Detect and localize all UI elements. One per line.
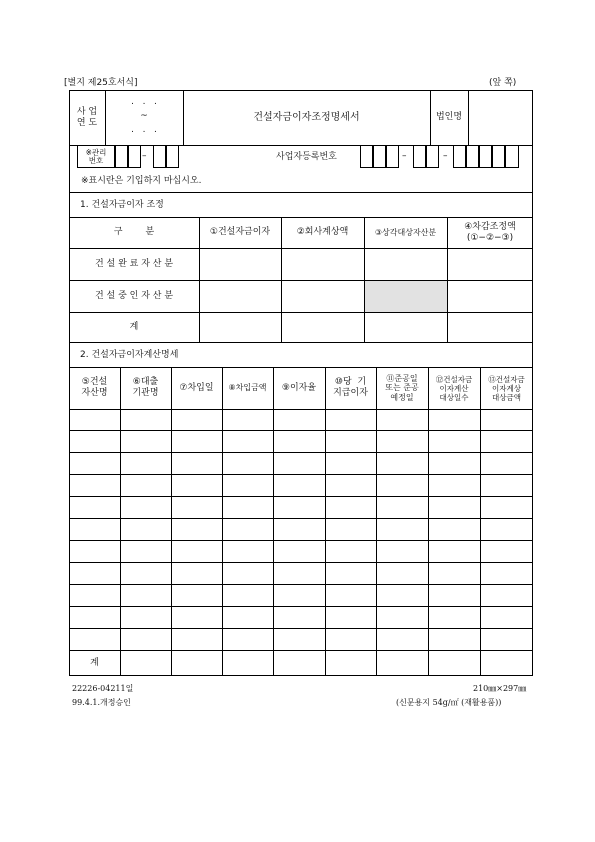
mgmt-no-dash: – (142, 151, 147, 161)
mgmt-no-digit[interactable] (128, 145, 141, 168)
s1-header-booked: ②회사계상액 (296, 227, 349, 238)
biz-reg-digit[interactable] (360, 145, 373, 168)
biz-reg-digit[interactable] (386, 145, 399, 168)
year-tilde: ~ (140, 110, 148, 121)
s2-header-borrow-amount: ⑧차입금액 (228, 383, 267, 393)
section1-title: 1. 건설자금이자 조정 (80, 200, 164, 210)
s1-row-in-progress: 건 설 중 인 자 산 분 (94, 290, 174, 301)
mgmt-no-digit[interactable] (115, 145, 128, 168)
biz-reg-digit[interactable] (492, 145, 505, 168)
biz-reg-digit[interactable] (413, 145, 426, 168)
paper-spec: (신문용지 54g/㎡ (재활용품)) (396, 698, 502, 707)
biz-reg-digit[interactable] (479, 145, 492, 168)
fill-note: ※표시란은 기입하지 마십시오. (81, 176, 202, 186)
paper-size: 210㎜×297㎜ (473, 684, 527, 693)
form-title: 건설자금이자조정명세서 (253, 111, 360, 123)
s2-total-label: 계 (90, 657, 99, 668)
s1-header-category: 구 분 (113, 227, 155, 238)
corp-name-label: 법인명 (435, 112, 463, 123)
s2-header-target-amount: ⑬건설자금 이자계상 대상금액 (488, 374, 525, 402)
business-year-label: 사 업 연 도 (76, 106, 98, 128)
section2-title: 2. 건설자금이자계산명세 (80, 350, 179, 360)
s2-header-borrow-date: ⑦차입일 (179, 382, 214, 393)
biz-reg-digit[interactable] (373, 145, 386, 168)
s2-header-days: ⑫건설자금 이자계산 대상일수 (435, 374, 473, 402)
year-from-field[interactable]: . . . (131, 96, 157, 107)
year-to-field[interactable]: . . . (131, 124, 157, 135)
biz-reg-digit[interactable] (453, 145, 466, 168)
mgmt-no-digit[interactable] (166, 145, 179, 168)
biz-reg-digit[interactable] (505, 145, 519, 168)
approval-note: 99.4.1.개정승인 (72, 698, 131, 707)
s1-header-adjustment: ④차감조정액 (①−②−③) (464, 221, 516, 243)
s1-header-interest: ①건설자금이자 (209, 227, 271, 238)
biz-reg-dash: – (402, 151, 407, 161)
page-side-label: (앞 쪽) (489, 78, 517, 88)
biz-reg-digit[interactable] (466, 145, 479, 168)
form-number: [별지 제25호서식] (64, 78, 138, 88)
corp-name-field[interactable] (468, 90, 533, 145)
form-code: 22226-04211일 (72, 684, 134, 693)
mgmt-no-digit[interactable] (153, 145, 166, 168)
s1-row-total: 계 (129, 321, 139, 332)
s2-header-asset-name: ⑤건설 자산명 (81, 377, 108, 398)
biz-reg-digit[interactable] (426, 145, 439, 168)
s2-header-rate: ⑨이자율 (281, 382, 317, 393)
biz-reg-no-label: 사업자등록번호 (276, 152, 337, 162)
s1-header-depreciable: ③상각대상자산분 (374, 227, 437, 237)
s2-header-interest-paid: ⑩당 기 지급이자 (333, 377, 368, 398)
s2-header-completion-date: ⑪준공일 또는 준공 예정일 (385, 373, 419, 402)
s1-row-completed: 건 설 완 료 자 산 분 (94, 258, 174, 269)
shaded-cell (365, 281, 447, 312)
biz-reg-dash: – (443, 151, 448, 161)
s2-header-lender: ⑥대출 기관명 (132, 377, 159, 398)
mgmt-no-label: ※관리 번호 (85, 147, 107, 165)
